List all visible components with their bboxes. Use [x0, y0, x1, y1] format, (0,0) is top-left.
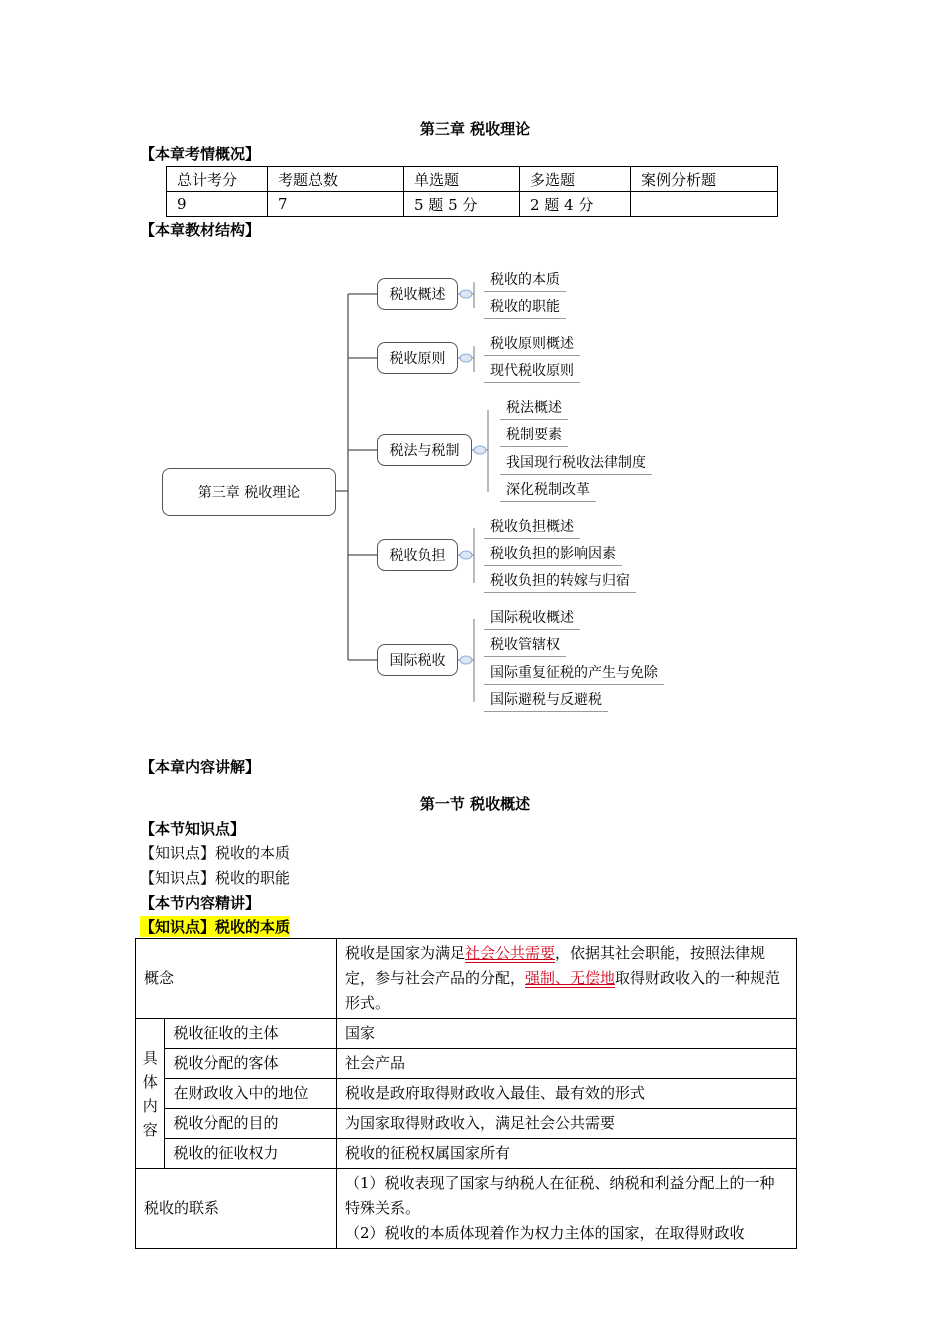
emphasis-text: 社会公共需要: [465, 944, 556, 962]
relation-line: （2）税收的本质体现着作为权力主体的国家，在取得财政收: [345, 1224, 745, 1242]
table-cell: 7: [268, 192, 404, 217]
table-cell: [631, 192, 778, 217]
mindmap-branch: 税收概述: [377, 278, 458, 310]
table-row: [136, 1049, 797, 1079]
row-label: 税收分配的目的: [165, 1109, 337, 1139]
chapter-title: 第三章 税收理论: [419, 120, 531, 138]
table-cell: 2 题 4 分: [520, 192, 631, 217]
row-label: 在财政收入中的地位: [165, 1079, 337, 1109]
mindmap-leaf: 税收负担的转嫁与归宿: [484, 570, 636, 593]
table-row: [136, 939, 797, 1019]
row-value: 为国家取得财政收入，满足社会公共需要: [337, 1109, 797, 1139]
table-row: [136, 1019, 797, 1049]
mindmap-leaf: 税收的本质: [484, 269, 566, 292]
table-row: [167, 192, 778, 217]
concept-text-part: 取得财政收入的一种规范形式。: [345, 969, 781, 1012]
mindmap-leaf: 国际避税与反避税: [484, 689, 608, 712]
concept-text-part: 税收是国家为满足: [345, 944, 466, 962]
table-row: [136, 1079, 797, 1109]
concept-label: 概念: [136, 939, 337, 1019]
mindmap-branch: 国际税收: [377, 644, 458, 676]
mindmap-leaf: 深化税制改革: [500, 479, 596, 502]
mindmap-leaf: 税收管辖权: [484, 634, 566, 657]
row-value: 社会产品: [337, 1049, 797, 1079]
highlighted-knowledge-heading: 【知识点】税收的本质: [140, 918, 291, 936]
mindmap-leaf: 税收负担概述: [484, 516, 580, 539]
mindmap-leaf: 税法概述: [500, 397, 568, 420]
tax-essence-table: [135, 938, 797, 1249]
mindmap-branch: 税法与税制: [377, 434, 472, 466]
emphasis-text: 强制、无偿地: [525, 969, 616, 987]
mindmap-branch: 税收原则: [377, 342, 458, 374]
mindmap-leaf: 国际税收概述: [484, 607, 580, 630]
mindmap-leaf: 我国现行税收法律制度: [500, 452, 652, 475]
table-header-cell: 单选题: [404, 167, 520, 192]
table-header-cell: 案例分析题: [631, 167, 778, 192]
mindmap-leaf: 现代税收原则: [484, 360, 580, 383]
table-header-cell: 考题总数: [268, 167, 404, 192]
table-header-cell: 总计考分: [167, 167, 268, 192]
structure-heading: 【本章教材结构】: [140, 221, 261, 239]
relation-text: [337, 1169, 797, 1249]
table-row: [136, 1169, 797, 1249]
table-row: [136, 1109, 797, 1139]
overview-heading: 【本章考情概况】: [140, 145, 261, 163]
mindmap-leaf: 税收的职能: [484, 296, 566, 319]
knowledge-point: 【知识点】税收的职能: [140, 869, 291, 887]
row-label: 税收的征收权力: [165, 1139, 337, 1169]
row-label: 税收征收的主体: [165, 1019, 337, 1049]
table-row: [136, 1139, 797, 1169]
relation-line: （1）税收表现了国家与纳税人在征税、纳税和利益分配上的一种特殊关系。: [345, 1174, 775, 1217]
knowledge-heading: 【本节知识点】: [140, 820, 246, 838]
table-header-cell: 多选题: [520, 167, 631, 192]
mindmap-leaf: 税收原则概述: [484, 333, 580, 356]
content-heading: 【本章内容讲解】: [140, 758, 261, 776]
concept-text-part: ，依据其社会职能，按照法律规定，参与社会产品的分配，: [345, 944, 766, 987]
table-cell: 5 题 5 分: [404, 192, 520, 217]
chapter-mindmap: [160, 262, 720, 722]
row-value: 国家: [337, 1019, 797, 1049]
row-value: 税收的征税权属国家所有: [337, 1139, 797, 1169]
section-title: 第一节 税收概述: [419, 795, 531, 813]
table-cell: 9: [167, 192, 268, 217]
mindmap-root: 第三章 税收理论: [162, 468, 336, 516]
mindmap-branch: 税收负担: [377, 539, 458, 571]
mindmap-leaf: 国际重复征税的产生与免除: [484, 662, 664, 685]
row-label: 税收分配的客体: [165, 1049, 337, 1079]
concept-text: [337, 939, 797, 1019]
row-value: 税收是政府取得财政收入最佳、最有效的形式: [337, 1079, 797, 1109]
relation-label: 税收的联系: [136, 1169, 337, 1249]
detail-heading: 【本节内容精讲】: [140, 894, 261, 912]
mindmap-leaf: 税制要素: [500, 424, 568, 447]
knowledge-point: 【知识点】税收的本质: [140, 844, 291, 862]
exam-stats-table: [166, 166, 778, 217]
group-label: 具体内容: [136, 1019, 165, 1169]
table-row: [167, 167, 778, 192]
mindmap-leaf: 税收负担的影响因素: [484, 543, 622, 566]
